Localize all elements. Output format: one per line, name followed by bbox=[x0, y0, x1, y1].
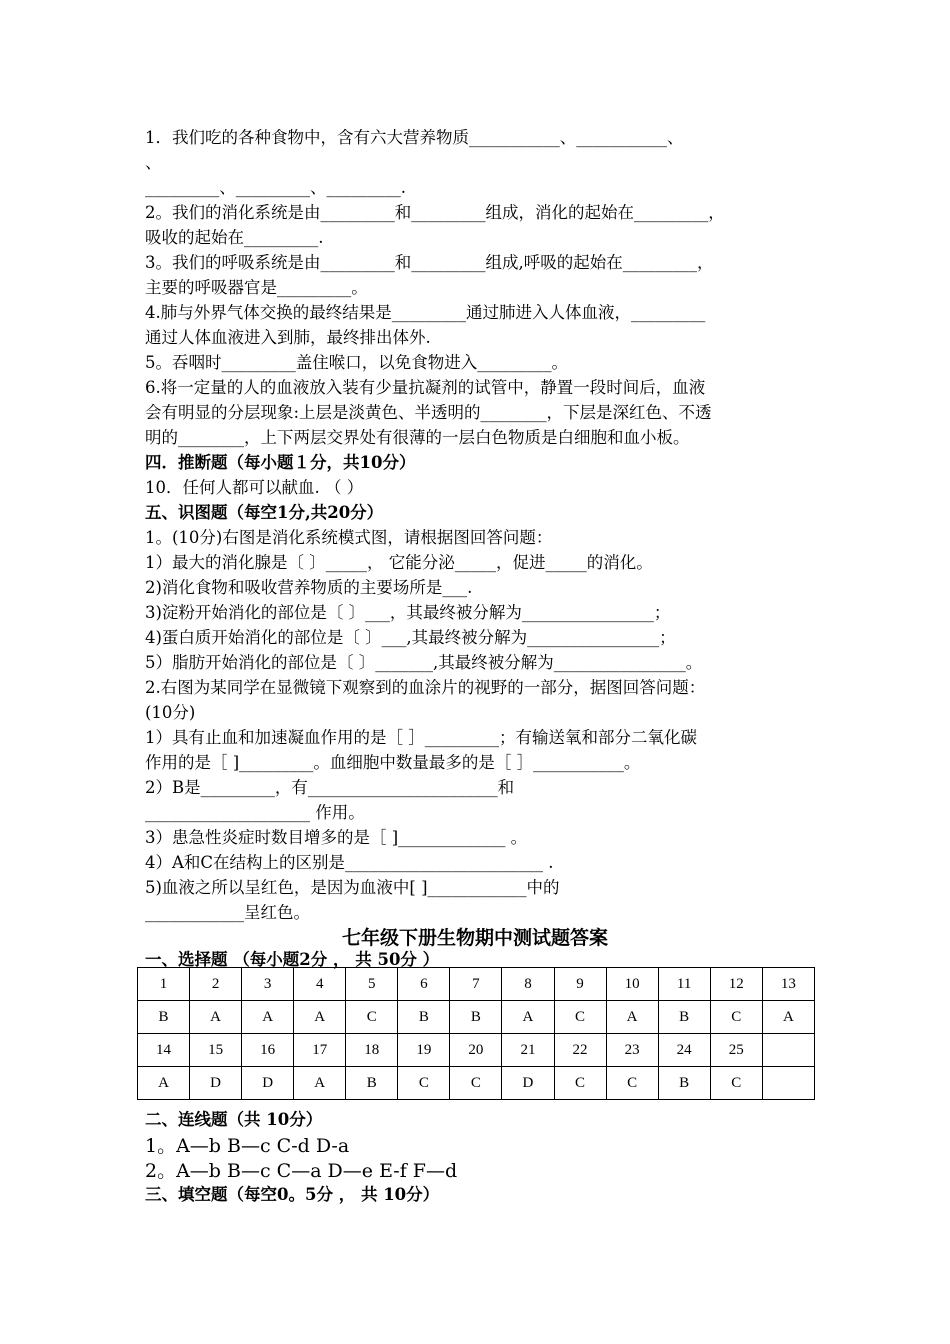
answer-cell: A bbox=[502, 1001, 554, 1034]
q6-line3: 明的________，上下两层交界处有很薄的一层白色物质是白细胞和血小板。 bbox=[145, 428, 690, 447]
q3-line: 3。我们的呼吸系统是由_________和_________组成,呼吸的起始在_________， bbox=[145, 253, 714, 272]
answer-cell: 23 bbox=[606, 1034, 658, 1067]
answer-title: 七年级下册生物期中测试题答案 bbox=[341, 927, 608, 949]
q1-wrap: 、 bbox=[145, 153, 162, 172]
answer-cell: C bbox=[710, 1001, 762, 1034]
fig2-q2-line2: ____________________ 作用。 bbox=[145, 803, 365, 822]
answer-table-row bbox=[138, 1067, 815, 1100]
answer-cell: C bbox=[450, 1067, 502, 1100]
answer-cell: 17 bbox=[294, 1034, 346, 1067]
fig2-q2: 2）B是_________，有_______________________和 bbox=[145, 778, 515, 797]
answer-cell: B bbox=[346, 1067, 398, 1100]
answer-cell: 1 bbox=[138, 968, 190, 1001]
answer-cell: 24 bbox=[658, 1034, 710, 1067]
fig2-q5: 5)血液之所以呈红色，是因为血液中[ ]____________中的 bbox=[145, 878, 560, 897]
answer-cell: B bbox=[658, 1067, 710, 1100]
answer-cell: 20 bbox=[450, 1034, 502, 1067]
answer-cell: 22 bbox=[554, 1034, 606, 1067]
answer-cell: 15 bbox=[190, 1034, 242, 1067]
answer-cell: 18 bbox=[346, 1034, 398, 1067]
fig1-intro: 1。(10分)右图是消化系统模式图，请根据图回答问题： bbox=[145, 528, 553, 547]
q4-line: 4.肺与外界气体交换的最终结果是_________通过肺进入人体血液，_________ bbox=[145, 303, 706, 322]
answer-cell: C bbox=[710, 1067, 762, 1100]
answer-cell: B bbox=[658, 1001, 710, 1034]
section1-heading: 一、选择题 （每小题2分 ， 共 50分 ） bbox=[145, 950, 440, 969]
q6-line2: 会有明显的分层现象:上层是淡黄色、半透明的________，下层是深红色、不透 bbox=[145, 403, 712, 422]
answer-table-row bbox=[138, 1001, 815, 1034]
answer-cell: C bbox=[346, 1001, 398, 1034]
match-answer-1: 1。A—b B—c C-d D-a bbox=[145, 1135, 350, 1157]
q1-line: 1．我们吃的各种食物中，含有六大营养物质___________、___________、 bbox=[145, 128, 684, 147]
answer-cell: 7 bbox=[450, 968, 502, 1001]
q4-line2: 通过人体血液进入到肺，最终排出体外. bbox=[145, 328, 431, 347]
q6-line: 6.将一定量的人的血液放入装有少量抗凝剂的试管中，静置一段时间后，血液 bbox=[145, 378, 706, 397]
answer-cell: 11 bbox=[658, 968, 710, 1001]
answer-table-row bbox=[138, 968, 815, 1001]
answer-cell: 9 bbox=[554, 968, 606, 1001]
q1-blanks: _________、_________、_________. bbox=[145, 178, 406, 197]
answer-cell: A bbox=[606, 1001, 658, 1034]
answer-cell: B bbox=[450, 1001, 502, 1034]
answer-cell: 3 bbox=[242, 968, 294, 1001]
section3-heading: 三、填空题（每空0。5分 ， 共 10分） bbox=[145, 1185, 440, 1204]
answer-cell: D bbox=[242, 1067, 294, 1100]
answer-cell: A bbox=[138, 1067, 190, 1100]
fig2-points: (10分) bbox=[145, 703, 196, 722]
answer-cell: B bbox=[138, 1001, 190, 1034]
answer-cell: 16 bbox=[242, 1034, 294, 1067]
answer-cell bbox=[762, 1067, 814, 1100]
answer-cell: 6 bbox=[398, 968, 450, 1001]
section4-heading: 四．推断题（每小题１分，共10分） bbox=[145, 453, 416, 472]
fig1-q1: 1）最大的消化腺是〔 〕_____， 它能分泌_____，促进_____的消化。 bbox=[145, 553, 653, 572]
section2-heading: 二、连线题（共 10分） bbox=[145, 1110, 323, 1129]
answer-cell: A bbox=[190, 1001, 242, 1034]
answer-cell: 10 bbox=[606, 968, 658, 1001]
q3-line2: 主要的呼吸器官是_________。 bbox=[145, 278, 368, 297]
fig2-q1: 1）具有止血和加速凝血作用的是［ ］_________；有输送氧和部分二氧化碳 bbox=[145, 728, 697, 747]
match-answer-2: 2。A—b B—c C—a D—e E-f F—d bbox=[145, 1160, 458, 1182]
q2-line: 2。我们的消化系统是由_________和_________组成，消化的起始在_________， bbox=[145, 203, 725, 222]
answer-cell: 19 bbox=[398, 1034, 450, 1067]
fig1-q2: 2)消化食物和吸收营养物质的主要场所是___. bbox=[145, 578, 473, 597]
answer-cell: 5 bbox=[346, 968, 398, 1001]
answer-cell: C bbox=[606, 1067, 658, 1100]
answer-table bbox=[137, 967, 815, 1100]
answer-cell: 2 bbox=[190, 968, 242, 1001]
q10-line: 10．任何人都可以献血. （ ） bbox=[145, 478, 364, 497]
answer-cell: 25 bbox=[710, 1034, 762, 1067]
answer-cell bbox=[762, 1034, 814, 1067]
fig2-q5-line2: ____________呈红色。 bbox=[145, 903, 310, 922]
answer-cell: 12 bbox=[710, 968, 762, 1001]
answer-cell: 13 bbox=[762, 968, 814, 1001]
answer-cell: 8 bbox=[502, 968, 554, 1001]
fig2-intro: 2.右图为某同学在显微镜下观察到的血涂片的视野的一部分，据图回答问题： bbox=[145, 678, 706, 697]
fig1-q3: 3)淀粉开始消化的部位是〔 〕___，其最终被分解为________________； bbox=[145, 603, 671, 622]
answer-cell: A bbox=[294, 1001, 346, 1034]
answer-cell: A bbox=[242, 1001, 294, 1034]
answer-cell: D bbox=[502, 1067, 554, 1100]
section5-heading: 五、识图题（每空1分,共20分） bbox=[145, 503, 384, 522]
answer-cell: 21 bbox=[502, 1034, 554, 1067]
answer-cell: A bbox=[294, 1067, 346, 1100]
fig2-q3: 3）患急性炎症时数目增多的是［ ]_____________ 。 bbox=[145, 828, 528, 847]
answer-cell: D bbox=[190, 1067, 242, 1100]
answer-cell: B bbox=[398, 1001, 450, 1034]
fig1-q5: 5）脂肪开始消化的部位是〔 〕_______,其最终被分解为________________。 bbox=[145, 653, 703, 672]
answer-cell: A bbox=[762, 1001, 814, 1034]
answer-cell: C bbox=[554, 1067, 606, 1100]
q2-line2: 吸收的起始在_________. bbox=[145, 228, 324, 247]
answer-cell: 14 bbox=[138, 1034, 190, 1067]
answer-cell: C bbox=[554, 1001, 606, 1034]
answer-cell: C bbox=[398, 1067, 450, 1100]
answer-cell: 4 bbox=[294, 968, 346, 1001]
q5-line: 5。吞咽时_________盖住喉口，以免食物进入_________。 bbox=[145, 353, 568, 372]
answer-table-row bbox=[138, 1034, 815, 1067]
fig2-q1-line2: 作用的是［ ]_________。血细胞中数量最多的是［ ］___________。 bbox=[145, 753, 641, 772]
fig2-q4: 4）A和C在结构上的区别是________________________ . bbox=[145, 853, 554, 872]
fig1-q4: 4)蛋白质开始消化的部位是〔 〕___,其最终被分解为________________； bbox=[145, 628, 676, 647]
